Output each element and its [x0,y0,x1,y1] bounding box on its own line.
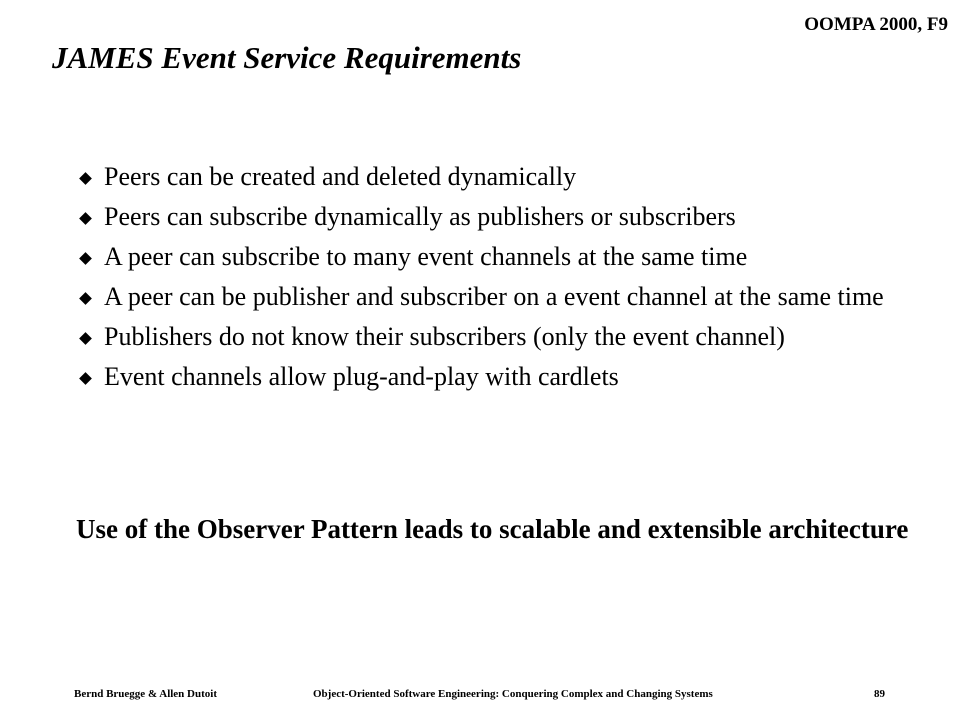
diamond-bullet-icon [79,332,92,345]
bullet-text: Peers can subscribe dynamically as publishers or subscribers [104,202,736,231]
bullet-text: A peer can subscribe to many event channels at the same time [104,242,748,271]
bullet-text: Event channels allow plug-and-play with cardlets [104,362,619,391]
bullet-item [78,322,918,352]
diamond-bullet-icon [79,212,92,225]
bullet-item [78,202,918,232]
conclusion-text: Use of the Observer Pattern leads to scalable and extensible architecture [76,514,909,544]
page-number: 89 [874,688,885,700]
diamond-bullet-icon [79,252,92,265]
slide-title: JAMES Event Service Requirements [52,40,522,75]
diamond-bullet-icon [79,292,92,305]
bullet-item [78,242,918,272]
bullet-list [78,162,918,402]
bullet-item [78,282,918,312]
bullet-item [78,362,918,392]
bullet-text: Publishers do not know their subscribers (only the event channel) [104,322,785,351]
footer-book-title: Object-Oriented Software Engineering: Conquering Complex and Changing Systems [313,688,713,700]
bullet-text: A peer can be publisher and subscriber on a event channel at the same time [104,282,884,311]
diamond-bullet-icon [79,372,92,385]
diamond-bullet-icon [79,172,92,185]
bullet-text: Peers can be created and deleted dynamically [104,162,577,191]
bullet-item [78,162,918,192]
footer-authors: Bernd Bruegge & Allen Dutoit [74,688,217,700]
course-label: OOMPA 2000, F9 [804,14,948,35]
